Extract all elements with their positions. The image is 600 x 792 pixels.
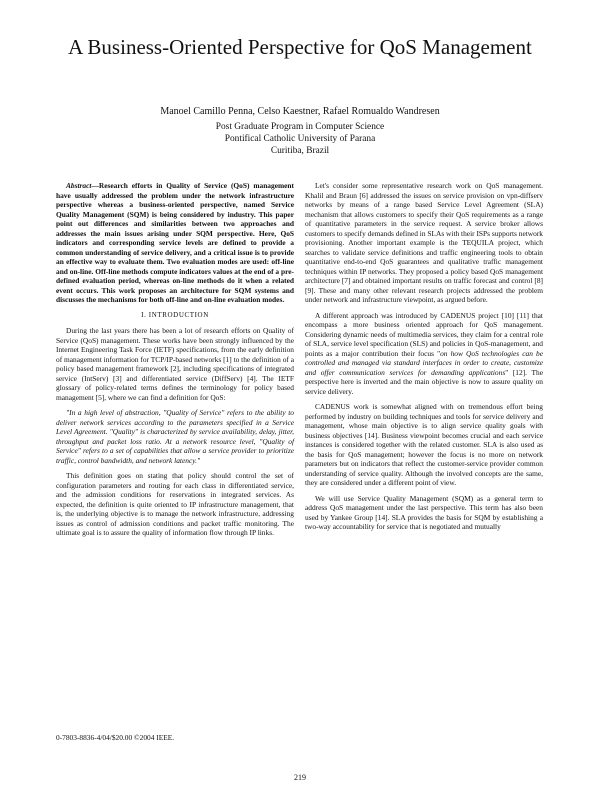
left-column [56, 181, 294, 544]
right-paragraph-2-quote: on how QoS technologies can be controlled and managed via standard interfaces in order to create, customize and offer communication services for demanding applications [305, 348, 543, 377]
right-paragraph-3: CADENUS work is somewhat aligned with on tremendous effort being performed by industry on building techniques and tools for service delivery and management, whose main objective is to align service quality goals with business objectives [14]. Business viewpoint becomes crucial and each service instances is considered together with the related customer. SLA is also used as the basis for QoS management; however the focus is no more on network parameters but on indicators that reflect the customer-service provider common understanding of service quality. Although the involved concepts are the same, they are considered under a different point of view. [305, 402, 543, 487]
intro-paragraph-2: This definition goes on stating that policy should control the set of configuration parameters and routing for each class in differentiated service, and the admission conditions for reservations in integrated services. As expected, the definition is quite oriented to IP infrastructure management, that is, the underlying objective is to manage the network infrastructure, addressing issues as control of admission conditions and packet traffic monitoring. The ultimate goal is to assure the quality of information flow through IP links. [56, 471, 294, 537]
author-location: Curitiba, Brazil [270, 146, 330, 156]
author-block [60, 106, 540, 157]
qos-definition-quote: "In a high level of abstraction, "Quality of Service" refers to the ability to deliver network services according to the parameters specified in a Service Level Agreement. "Quality" is characterized by service availability, delay, jitter, throughput and packet loss ratio. At a network resource level, "Quality of Service" refers to a set of capabilities that allow a service provider to prioritize traffic, control bandwidth, and network latency." [56, 408, 294, 465]
right-column [305, 181, 543, 538]
author-names: Manoel Camillo Penna, Celso Kaestner, Rafael Romualdo Wandresen [160, 106, 440, 117]
abstract [56, 181, 294, 305]
right-paragraph-1: Let's consider some representative research work on QoS management. Khalil and Braun [6] addressed the issues on service provision on vpn-diffserv networks by means of a range based Service Level Agreement (SLA) mechanism that allows customers to specify their QoS requirements as a range of quantitative parameters in the service request. A service broker allows customers to specify demands defined in SLAs with their ISPs supports network provisioning. Another important example is the TEQUILA project, which searches to validate service definitions and traffic engineering tools to obtain quantitative end-to-end QoS guarantees and qualitative traffic management techniques within IP networks. They proposed a policy based QoS management architecture [7] and obtained important results on traffic forecast and control [8] [9]. These and many other relevant research projects addressed the problem under network and infrastructure viewpoint, as argued before. [305, 181, 543, 304]
intro-paragraph-1: During the last years there has been a lot of research efforts on Quality of Service (QoS) management. These works have been strongly influenced by the Internet Engineering Task Force (IETF) specifications, from the early definition of management information for TCP/IP-based networks [1] to the definition of a policy based management framework [2], including specifications of integrated service (IntServ) [3] and differentiated service (DiffServ) [4]. The IETF glossary of policy-related terms defines the terminology for policy based management [5], where we can find a definition for QoS: [56, 326, 294, 402]
abstract-text: —Research efforts in Quality of Service (QoS) management have usually addressed the problem under the network infrastructure perspective whereas a business-oriented perspective, named Service Quality Management (SQM) is being considered by industry. This paper point out differences and similarities between two approaches and addresses the main issues arising under SQM perspective. Here, QoS indicators and corresponding service levels are defined to provide a common understanding of service delivery, and a critical issue is to provide an effective way to evaluate them. Two evaluation modes are used: off-line and on-line. Off-line methods compute indicators values at the end of a pre-defined evaluation period, whereas on-line methods do it when a related event occurs. This work proposes an architecture for SQM systems and discusses the mechanisms for both off-line and on-line evaluation modes. [56, 181, 294, 304]
right-paragraph-4: We will use Service Quality Management (SQM) as a general term to address QoS management under the last perspective. This term has also been used by Yankee Group [14]. SLA provides the basis for SQM by establishing a two-way accountability for service that is negotiated and mutually [305, 493, 543, 531]
affiliation-program: Post Graduate Program in Computer Science [215, 122, 385, 132]
right-paragraph-2-start: A different approach was introduced by CADENUS project [10] [11] that encompass a more business oriented approach for QoS management. Considering dynamic needs of multimedia services, they claim for a central role of SLA, service level specification (SLS) and policies in QoS-management, and points as a major contribution their focus " [305, 310, 543, 358]
affiliation-university: Pontifical Catholic University of Parana [224, 134, 376, 144]
abstract-label: Abstract [66, 181, 92, 190]
copyright-notice: 0-7803-8836-4/04/$20.00 ©2004 IEEE. [56, 733, 175, 742]
right-paragraph-2-end: " [12]. The perspective here is inverted and the main objective is now to assure quality on service delivery. [305, 367, 543, 396]
right-paragraph-2 [305, 311, 543, 397]
section-heading-introduction: I. INTRODUCTION [141, 310, 209, 319]
paper-title: A Business-Oriented Perspective for QoS Management [68, 35, 532, 59]
page-number: 219 [294, 773, 306, 782]
